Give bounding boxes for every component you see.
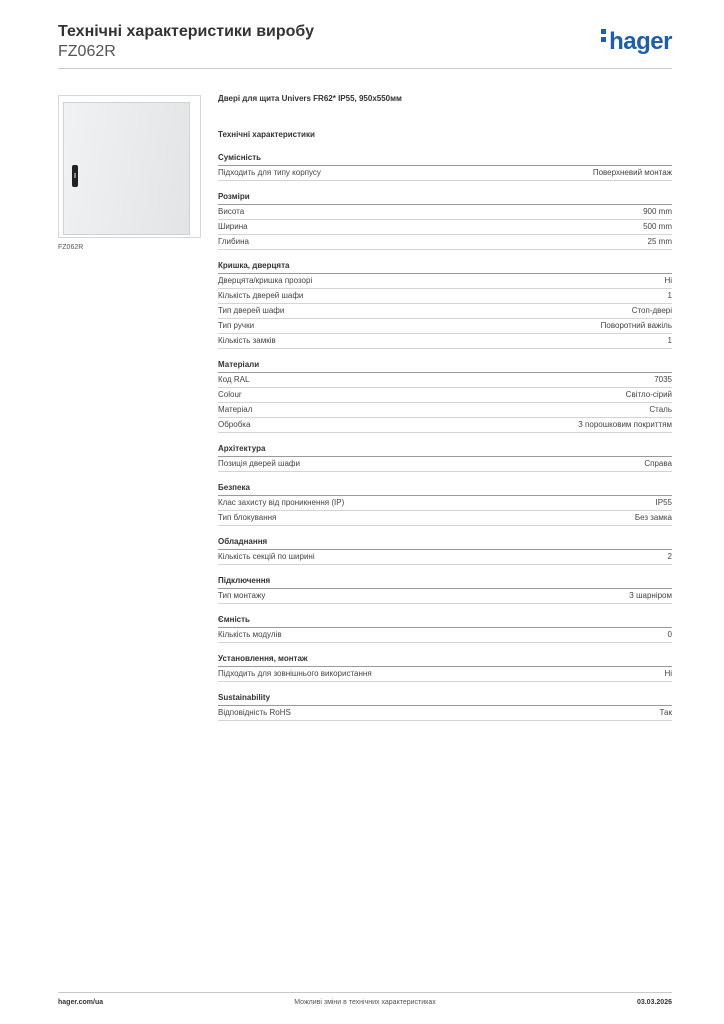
spec-section bbox=[218, 613, 672, 643]
section-title: Кришка, дверцята bbox=[218, 259, 672, 274]
spec-row bbox=[218, 457, 672, 472]
hager-logo[interactable] bbox=[601, 28, 672, 56]
section-title: Підключення bbox=[218, 574, 672, 589]
spec-row bbox=[218, 403, 672, 418]
section-title: Архітектура bbox=[218, 442, 672, 457]
page-header bbox=[58, 22, 672, 68]
product-image bbox=[58, 95, 201, 238]
spec-row bbox=[218, 589, 672, 604]
spec-value: Ні bbox=[664, 669, 672, 678]
spec-label: Підходить для типу корпусу bbox=[218, 168, 321, 177]
spec-label: Кількість дверей шафи bbox=[218, 291, 304, 300]
spec-section bbox=[218, 535, 672, 565]
section-title: Sustainability bbox=[218, 691, 672, 706]
spec-label: Кількість модулів bbox=[218, 630, 282, 639]
footer-website[interactable]: hager.com/ua bbox=[58, 999, 104, 1006]
spec-section bbox=[218, 151, 672, 181]
spec-value: 7035 bbox=[654, 375, 672, 384]
spec-value: IP55 bbox=[655, 498, 672, 507]
spec-row bbox=[218, 235, 672, 250]
spec-row bbox=[218, 166, 672, 181]
spec-row bbox=[218, 334, 672, 349]
section-title: Розміри bbox=[218, 190, 672, 205]
spec-label: Ширина bbox=[218, 222, 248, 231]
section-title: Безпека bbox=[218, 481, 672, 496]
section-title: Матеріали bbox=[218, 358, 672, 373]
image-caption: FZ062R bbox=[58, 244, 84, 251]
spec-row bbox=[218, 388, 672, 403]
spec-value: Світло-сірий bbox=[625, 390, 672, 399]
logo-dots-icon bbox=[601, 29, 607, 45]
page-footer bbox=[58, 997, 672, 1009]
spec-row bbox=[218, 496, 672, 511]
spec-row bbox=[218, 550, 672, 565]
footer-disclaimer: Можливі зміни в технічних характеристиках bbox=[294, 999, 436, 1006]
spec-label: Відповідність RoHS bbox=[218, 708, 291, 717]
spec-section bbox=[218, 442, 672, 472]
spec-section bbox=[218, 652, 672, 682]
spec-value: Так bbox=[659, 708, 672, 717]
spec-row bbox=[218, 418, 672, 433]
spec-section bbox=[218, 481, 672, 526]
spec-row bbox=[218, 373, 672, 388]
spec-label: Тип монтажу bbox=[218, 591, 266, 600]
spec-label: Дверцята/кришка прозорі bbox=[218, 276, 313, 285]
spec-sections bbox=[218, 151, 672, 721]
spec-label: Клас захисту від проникнення (IP) bbox=[218, 498, 345, 507]
spec-label: Обробка bbox=[218, 420, 251, 429]
spec-value: 900 mm bbox=[643, 207, 672, 216]
spec-row bbox=[218, 511, 672, 526]
spec-value: 2 bbox=[667, 552, 672, 561]
spec-value: 500 mm bbox=[643, 222, 672, 231]
spec-row bbox=[218, 205, 672, 220]
footer-date: 03.03.2026 bbox=[636, 999, 672, 1006]
spec-label: Висота bbox=[218, 207, 245, 216]
spec-row bbox=[218, 289, 672, 304]
spec-label: Кількість секцій по ширині bbox=[218, 552, 315, 561]
spec-value: 1 bbox=[667, 291, 672, 300]
page-title: Технічні характеристики виробу bbox=[58, 23, 314, 40]
spec-label: Тип дверей шафи bbox=[218, 306, 285, 315]
spec-label: Позиція дверей шафи bbox=[218, 459, 300, 468]
spec-value: Поверхневий монтаж bbox=[592, 168, 672, 177]
section-title: Сумісність bbox=[218, 151, 672, 166]
spec-row bbox=[218, 667, 672, 682]
spec-section bbox=[218, 691, 672, 721]
section-title: Ємність bbox=[218, 613, 672, 628]
spec-section bbox=[218, 574, 672, 604]
logo-text: hager bbox=[609, 28, 672, 55]
header-divider bbox=[58, 68, 672, 69]
section-title: Установлення, монтаж bbox=[218, 652, 672, 667]
spec-label: Colour bbox=[218, 390, 242, 399]
spec-row bbox=[218, 319, 672, 334]
product-name: Двері для щита Univers FR62* IP55, 950x550мм bbox=[218, 94, 402, 103]
footer-divider bbox=[58, 992, 672, 993]
spec-value: Стоп-двері bbox=[631, 306, 672, 315]
spec-value: Справа bbox=[644, 459, 672, 468]
spec-label: Кількість замків bbox=[218, 336, 276, 345]
spec-row bbox=[218, 304, 672, 319]
spec-label: Тип блокування bbox=[218, 513, 277, 522]
spec-label: Підходить для зовнішнього використання bbox=[218, 669, 372, 678]
spec-value: 25 mm bbox=[647, 237, 672, 246]
spec-content bbox=[218, 92, 672, 730]
spec-section bbox=[218, 259, 672, 349]
spec-value: З шарніром bbox=[629, 591, 672, 600]
spec-section bbox=[218, 190, 672, 250]
spec-label: Тип ручки bbox=[218, 321, 255, 330]
spec-value: Ні bbox=[664, 276, 672, 285]
product-code: FZ062R bbox=[58, 43, 116, 60]
spec-value: Поворотний важіль bbox=[600, 321, 672, 330]
spec-row bbox=[218, 706, 672, 721]
door-handle-icon bbox=[72, 165, 78, 187]
spec-value: 1 bbox=[667, 336, 672, 345]
spec-label: Код RAL bbox=[218, 375, 250, 384]
spec-label: Матеріал bbox=[218, 405, 253, 414]
spec-row bbox=[218, 220, 672, 235]
spec-section bbox=[218, 358, 672, 433]
spec-row bbox=[218, 274, 672, 289]
spec-row bbox=[218, 628, 672, 643]
section-title: Обладнання bbox=[218, 535, 672, 550]
tech-heading: Технічні характеристики bbox=[218, 130, 315, 139]
spec-value: З порошковим покриттям bbox=[578, 420, 672, 429]
spec-value: Сталь bbox=[649, 405, 672, 414]
spec-value: 0 bbox=[667, 630, 672, 639]
door-illustration bbox=[63, 102, 190, 235]
spec-value: Без замка bbox=[634, 513, 672, 522]
spec-label: Глибина bbox=[218, 237, 249, 246]
